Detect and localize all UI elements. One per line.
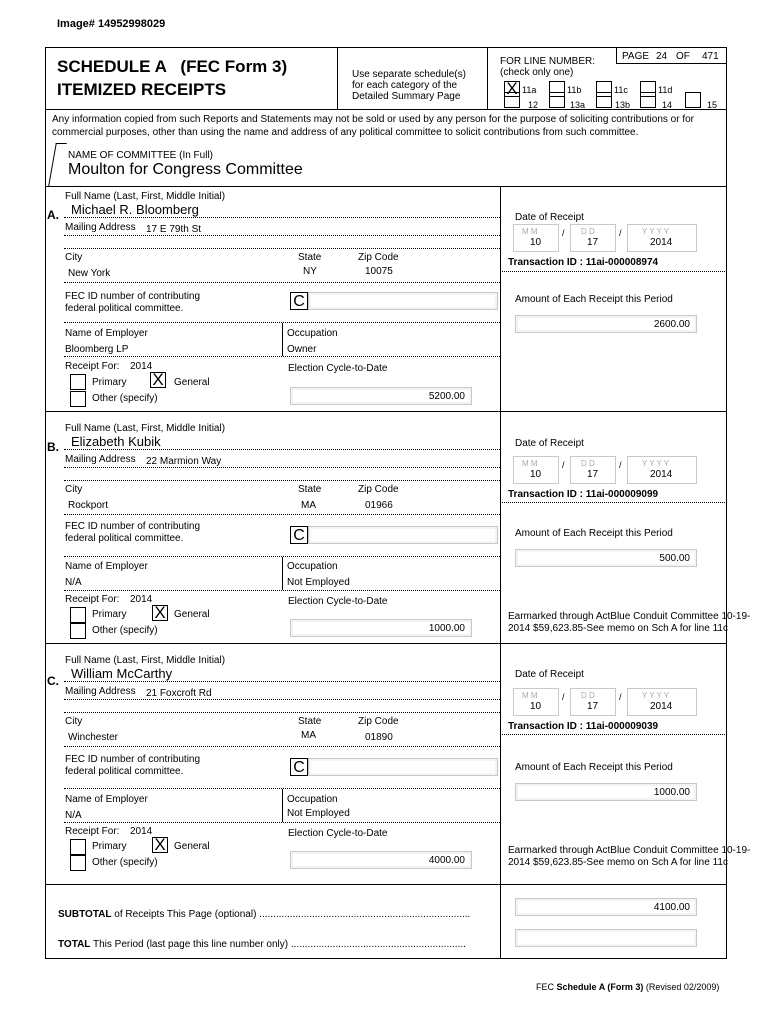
occupation-label: Occupation bbox=[287, 561, 338, 572]
day-hint: D D bbox=[581, 459, 595, 468]
line-12-label: 12 bbox=[528, 100, 539, 110]
page-label: PAGE bbox=[622, 51, 650, 62]
employer: N/A bbox=[65, 577, 82, 588]
of-label: OF bbox=[676, 51, 690, 62]
date-month-field[interactable] bbox=[513, 456, 559, 484]
zip: 10075 bbox=[365, 266, 393, 277]
date-slash: / bbox=[619, 692, 622, 702]
receipt-for-label: Receipt For: bbox=[65, 361, 120, 372]
cycle-to-date-field[interactable]: 4000.00 bbox=[290, 851, 472, 869]
subtotal-label bbox=[58, 909, 470, 920]
general-label: General bbox=[174, 609, 210, 620]
general-checkbox[interactable]: X bbox=[152, 837, 168, 853]
zip: 01890 bbox=[365, 732, 393, 743]
occupation-label: Occupation bbox=[287, 328, 338, 339]
line-13a-label: 13a bbox=[570, 100, 586, 110]
committee-label: NAME OF COMMITTEE (In Full) bbox=[68, 150, 213, 161]
date-month-field[interactable] bbox=[513, 224, 559, 252]
image-id: Image# 14952998029 bbox=[57, 18, 166, 30]
line-13b-label: 13b bbox=[615, 100, 631, 110]
zip-label: Zip Code bbox=[358, 252, 399, 263]
city: Rockport bbox=[68, 500, 109, 511]
mailing-address-label: Mailing Address bbox=[65, 454, 136, 465]
state-label: State bbox=[298, 252, 322, 263]
date-year: 2014 bbox=[650, 701, 673, 712]
line-13a-checkbox[interactable] bbox=[549, 92, 565, 108]
date-month: 10 bbox=[530, 237, 542, 248]
contributor-name: William McCarthy bbox=[71, 666, 173, 681]
date-year-field[interactable] bbox=[627, 688, 697, 716]
date-day: 17 bbox=[587, 701, 599, 712]
form-subtitle: ITEMIZED RECEIPTS bbox=[57, 80, 227, 99]
other-checkbox[interactable] bbox=[70, 855, 86, 871]
form-title: SCHEDULE A (FEC Form 3) bbox=[57, 57, 288, 76]
fec-id-label-1: FEC ID number of contributing bbox=[65, 754, 201, 765]
state: MA bbox=[301, 730, 316, 741]
receipt-for-label: Receipt For: bbox=[65, 594, 120, 605]
receipt-for-label: Receipt For: bbox=[65, 826, 120, 837]
other-label: Other (specify) bbox=[92, 625, 158, 636]
total-label-rest: This Period (last page this line number only) ............................................................... bbox=[90, 939, 466, 950]
date-day-field[interactable] bbox=[570, 688, 616, 716]
city: Winchester bbox=[68, 732, 119, 743]
full-name-label: Full Name (Last, First, Middle Initial) bbox=[65, 423, 226, 434]
line-14-checkbox[interactable] bbox=[640, 92, 656, 108]
amount-label: Amount of Each Receipt this Period bbox=[515, 762, 673, 773]
primary-checkbox[interactable] bbox=[70, 607, 86, 623]
fec-id-field[interactable] bbox=[308, 526, 498, 544]
receipt-for-year: 2014 bbox=[130, 594, 153, 605]
total-label bbox=[58, 939, 466, 950]
transaction-id: Transaction ID : 11ai-000008974 bbox=[508, 257, 659, 268]
day-hint: D D bbox=[581, 691, 595, 700]
instructions-line-1: Use separate schedule(s) bbox=[352, 69, 466, 80]
month-hint: M M bbox=[522, 227, 538, 236]
fec-id-label-2: federal political committee. bbox=[65, 766, 184, 777]
primary-label: Primary bbox=[92, 841, 127, 852]
year-hint: Y Y Y Y bbox=[642, 459, 670, 468]
other-checkbox[interactable] bbox=[70, 623, 86, 639]
date-month-field[interactable] bbox=[513, 688, 559, 716]
committee-name: Moulton for Congress Committee bbox=[68, 161, 303, 178]
amount-label: Amount of Each Receipt this Period bbox=[515, 528, 673, 539]
entry-letter: A. bbox=[47, 208, 59, 222]
line-number-label: FOR LINE NUMBER: bbox=[500, 56, 596, 67]
date-year: 2014 bbox=[650, 237, 673, 248]
other-label: Other (specify) bbox=[92, 393, 158, 404]
amount-label: Amount of Each Receipt this Period bbox=[515, 294, 673, 305]
line-11a-checkbox[interactable]: X bbox=[504, 81, 520, 97]
date-year-field[interactable] bbox=[627, 456, 697, 484]
line-15-label: 15 bbox=[707, 100, 718, 110]
receipt-for-year: 2014 bbox=[130, 826, 153, 837]
mailing-address: 17 E 79th St bbox=[146, 224, 202, 235]
date-day: 17 bbox=[587, 469, 599, 480]
employer-label: Name of Employer bbox=[65, 794, 148, 805]
receipt-for-year: 2014 bbox=[130, 361, 153, 372]
full-name-label: Full Name (Last, First, Middle Initial) bbox=[65, 191, 226, 202]
cycle-to-date-field[interactable]: 1000.00 bbox=[290, 619, 472, 637]
employer: Bloomberg LP bbox=[65, 344, 129, 355]
date-slash: / bbox=[619, 228, 622, 238]
state: NY bbox=[303, 266, 317, 277]
general-checkbox[interactable]: X bbox=[152, 605, 168, 621]
primary-checkbox[interactable] bbox=[70, 374, 86, 390]
general-checkbox[interactable]: X bbox=[150, 372, 166, 388]
primary-checkbox[interactable] bbox=[70, 839, 86, 855]
date-year: 2014 bbox=[650, 469, 673, 480]
city-label: City bbox=[65, 252, 83, 263]
instructions-line-3: Detailed Summary Page bbox=[352, 91, 461, 102]
amount-field[interactable]: 1000.00 bbox=[515, 783, 697, 801]
mailing-address: 21 Foxcroft Rd bbox=[146, 688, 212, 699]
subtotal-field[interactable]: 4100.00 bbox=[515, 898, 697, 916]
subtotal-label-bold: SUBTOTAL bbox=[58, 909, 112, 920]
mailing-address-label: Mailing Address bbox=[65, 686, 136, 697]
contributor-name: Elizabeth Kubik bbox=[71, 434, 161, 449]
date-of-receipt-label: Date of Receipt bbox=[515, 669, 584, 680]
zip: 01966 bbox=[365, 500, 393, 511]
transaction-id: Transaction ID : 11ai-000009039 bbox=[508, 721, 659, 732]
day-hint: D D bbox=[581, 227, 595, 236]
entry-letter: C. bbox=[47, 674, 59, 688]
general-label: General bbox=[174, 841, 210, 852]
mailing-address: 22 Marmion Way bbox=[146, 456, 222, 467]
month-hint: M M bbox=[522, 459, 538, 468]
fec-id-label-1: FEC ID number of contributing bbox=[65, 521, 201, 532]
subtotal-label-rest: of Receipts This Page (optional) ............................................................................ bbox=[111, 909, 471, 920]
date-day-field[interactable] bbox=[570, 224, 616, 252]
date-of-receipt-label: Date of Receipt bbox=[515, 438, 584, 449]
employer: N/A bbox=[65, 810, 82, 821]
transaction-id: Transaction ID : 11ai-000009099 bbox=[508, 489, 659, 500]
page-number: 24 bbox=[656, 51, 668, 62]
amount-field[interactable]: 2600.00 bbox=[515, 315, 697, 333]
mailing-address-label: Mailing Address bbox=[65, 222, 136, 233]
line-14-label: 14 bbox=[662, 100, 673, 110]
city-label: City bbox=[65, 716, 83, 727]
line-12-checkbox[interactable] bbox=[504, 92, 520, 108]
employer-label: Name of Employer bbox=[65, 561, 148, 572]
contributor-name: Michael R. Bloomberg bbox=[71, 202, 199, 217]
other-checkbox[interactable] bbox=[70, 391, 86, 407]
form-footer bbox=[536, 982, 719, 992]
primary-label: Primary bbox=[92, 609, 127, 620]
year-hint: Y Y Y Y bbox=[642, 691, 670, 700]
line-11d-label: 11d bbox=[658, 85, 673, 95]
year-hint: Y Y Y Y bbox=[642, 227, 670, 236]
entry-letter: B. bbox=[47, 440, 59, 454]
occupation: Owner bbox=[287, 344, 317, 355]
other-label: Other (specify) bbox=[92, 857, 158, 868]
line-11c-label: 11c bbox=[614, 85, 628, 95]
zip-label: Zip Code bbox=[358, 716, 399, 727]
cycle-to-date-field[interactable]: 5200.00 bbox=[290, 387, 472, 405]
month-hint: M M bbox=[522, 691, 538, 700]
footer-fec: FEC bbox=[536, 982, 557, 992]
line-15-checkbox[interactable] bbox=[685, 92, 701, 108]
cycle-label: Election Cycle-to-Date bbox=[288, 363, 388, 374]
date-month: 10 bbox=[530, 701, 542, 712]
total-label-bold: TOTAL bbox=[58, 939, 91, 950]
fec-id-label-2: federal political committee. bbox=[65, 533, 184, 544]
full-name-label: Full Name (Last, First, Middle Initial) bbox=[65, 655, 226, 666]
date-day-field[interactable] bbox=[570, 456, 616, 484]
occupation-label: Occupation bbox=[287, 794, 338, 805]
fec-id-label-2: federal political committee. bbox=[65, 303, 184, 314]
fec-id-label-1: FEC ID number of contributing bbox=[65, 291, 201, 302]
date-day: 17 bbox=[587, 237, 599, 248]
instructions-line-2: for each category of the bbox=[352, 80, 458, 91]
total-field[interactable] bbox=[515, 929, 697, 947]
date-slash: / bbox=[619, 460, 622, 470]
memo: Earmarked through ActBlue Conduit Committee 10-19-2014 $59,623.85-See memo on Sch A for line 11c bbox=[508, 611, 751, 634]
city-label: City bbox=[65, 484, 83, 495]
zip-label: Zip Code bbox=[358, 484, 399, 495]
cycle-label: Election Cycle-to-Date bbox=[288, 596, 388, 607]
primary-label: Primary bbox=[92, 377, 127, 388]
amount-field[interactable]: 500.00 bbox=[515, 549, 697, 567]
city: New York bbox=[68, 268, 111, 279]
fec-id-field[interactable] bbox=[308, 292, 498, 310]
occupation: Not Employed bbox=[287, 808, 350, 819]
cycle-label: Election Cycle-to-Date bbox=[288, 828, 388, 839]
state: MA bbox=[301, 500, 316, 511]
employer-label: Name of Employer bbox=[65, 328, 148, 339]
state-label: State bbox=[298, 716, 322, 727]
line-11b-label: 11b bbox=[567, 85, 582, 95]
date-slash: / bbox=[562, 692, 565, 702]
fec-id-field[interactable] bbox=[308, 758, 498, 776]
footer-revision: (Revised 02/2009) bbox=[643, 982, 720, 992]
check-only-one: (check only one) bbox=[500, 67, 574, 78]
date-slash: / bbox=[562, 460, 565, 470]
memo: Earmarked through ActBlue Conduit Committee 10-19-2014 $59,623.85-See memo on Sch A for line 11c bbox=[508, 845, 751, 868]
state-label: State bbox=[298, 484, 322, 495]
date-of-receipt-label: Date of Receipt bbox=[515, 212, 584, 223]
line-11a-label: 11a bbox=[522, 85, 537, 95]
date-month: 10 bbox=[530, 469, 542, 480]
fec-id-prefix: C bbox=[290, 292, 308, 310]
line-13b-checkbox[interactable] bbox=[596, 92, 612, 108]
disclaimer: Any information copied from such Reports and Statements may not be sold or used by any person for the purpose of soliciting contributions or for commercial purposes, other than using the name and address of any political committee to solicit contributions from such committee. bbox=[52, 114, 695, 138]
footer-form-name: Schedule A (Form 3) bbox=[556, 982, 644, 992]
fec-id-prefix: C bbox=[290, 758, 308, 776]
general-label: General bbox=[174, 377, 210, 388]
date-year-field[interactable] bbox=[627, 224, 697, 252]
date-slash: / bbox=[562, 228, 565, 238]
occupation: Not Employed bbox=[287, 577, 350, 588]
page-total: 471 bbox=[702, 51, 719, 62]
fec-id-prefix: C bbox=[290, 526, 308, 544]
